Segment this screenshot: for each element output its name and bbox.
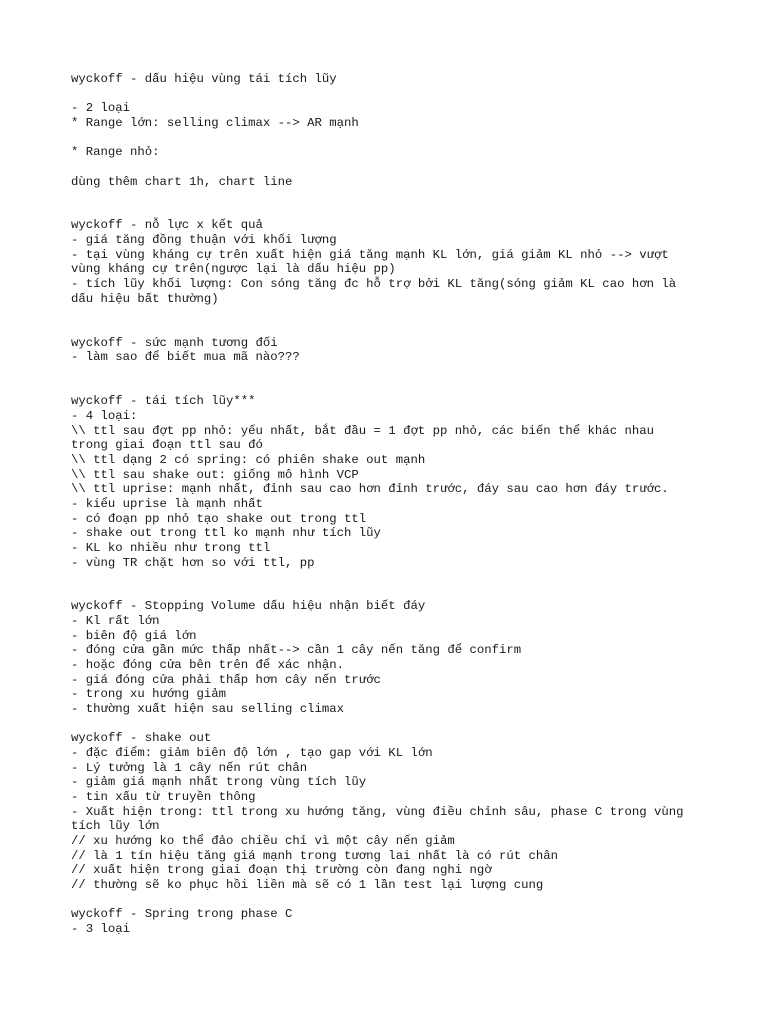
text-line: - vùng TR chặt hơn so với ttl, pp (71, 555, 315, 570)
text-line: - giá tăng đồng thuận với khối lượng (71, 233, 337, 248)
text-line: // xu hướng ko thể đảo chiều chỉ vì một cây nến giảm (71, 833, 455, 848)
section-heading: wyckoff - dấu hiệu vùng tái tích lũy (71, 72, 337, 86)
text-line: * Range lớn: selling climax --> AR mạnh (71, 115, 359, 130)
text-line: \\ ttl uprise: mạnh nhất, đỉnh sau cao hơn đỉnh trước, đáy sau cao hơn đáy trước. (71, 482, 669, 497)
text-line: - 4 loại: (71, 408, 138, 423)
text-line: - tin xấu từ truyền thông (71, 789, 256, 804)
text-line: // thường sẽ ko phục hồi liền mà sẽ có 1 lần test lại lượng cung (71, 877, 544, 892)
blank-line (71, 893, 711, 908)
text-line: - KL ko nhiều như trong ttl (71, 540, 271, 555)
document-page (71, 72, 711, 937)
text-line: - tại vùng kháng cự trên xuất hiện giá tăng mạnh KL lớn, giá giảm KL nhỏ --> vượt (71, 247, 669, 262)
text-line: - Xuất hiện trong: ttl trong xu hướng tăng, vùng điều chỉnh sâu, phase C trong vùng (71, 804, 684, 819)
text-line: - trong xu hướng giảm (71, 687, 226, 702)
text-line: - biên độ giá lớn (71, 628, 197, 643)
blank-line (71, 87, 711, 102)
blank-line (71, 570, 711, 585)
blank-line (71, 204, 711, 219)
text-line: - 2 loại (71, 101, 131, 116)
text-line: - 3 loại (71, 921, 131, 936)
text-line: vùng kháng cự trên(ngược lại là dấu hiệu pp) (71, 262, 396, 277)
blank-line (71, 160, 711, 175)
text-line: - shake out trong ttl ko mạnh như tích lũy (71, 526, 381, 541)
section-heading: wyckoff - Stopping Volume dấu hiệu nhận biết đáy (71, 599, 426, 614)
section-heading: wyckoff - Spring trong phase C (71, 907, 293, 922)
text-line: // là 1 tín hiệu tăng giá mạnh trong tương lai nhất là có rút chân (71, 848, 559, 863)
text-line: \\ ttl sau shake out: giống mô hình VCP (71, 467, 359, 482)
blank-line (71, 306, 711, 321)
text-line: - làm sao để biết mua mã nào??? (71, 350, 300, 365)
section-heading: wyckoff - nỗ lực x kết quả (71, 218, 263, 233)
text-line: - giảm giá mạnh nhất trong vùng tích lũy (71, 775, 367, 790)
text-line: - thường xuất hiện sau selling climax (71, 702, 345, 717)
text-line: - giá đóng cửa phải thấp hơn cây nến trước (71, 672, 381, 687)
blank-line (71, 585, 711, 600)
text-line: dùng thêm chart 1h, chart line (71, 174, 293, 189)
text-line: // xuất hiện trong giai đoạn thị trường còn đang nghi ngờ (71, 863, 492, 878)
text-line: - đóng cửa gần mức thấp nhất--> cần 1 cây nến tăng để confirm (71, 643, 522, 658)
text-line: tích lũy lớn (71, 819, 160, 834)
text-line: * Range nhỏ: (71, 145, 160, 160)
text-line: - Lý tưởng là 1 cây nến rút chân (71, 760, 308, 775)
blank-line (71, 380, 711, 395)
text-line: - Kl rất lớn (71, 614, 160, 629)
text-line: - hoặc đóng cửa bên trên để xác nhận. (71, 658, 345, 673)
text-line: - có đoạn pp nhỏ tạo shake out trong ttl (71, 511, 367, 526)
section-heading: wyckoff - sức mạnh tương đối (71, 335, 278, 350)
text-line: - kiểu uprise là mạnh nhất (71, 496, 263, 511)
section-heading: wyckoff - tái tích lũy*** (71, 394, 256, 409)
text-line: \\ ttl dạng 2 có spring: có phiên shake out mạnh (71, 452, 426, 467)
text-line: dấu hiệu bất thường) (71, 291, 219, 306)
blank-line (71, 131, 711, 146)
blank-line (71, 717, 711, 732)
text-line: \\ ttl sau đợt pp nhỏ: yếu nhất, bắt đầu = 1 đợt pp nhỏ, các biến thể khác nhau (71, 423, 654, 438)
blank-line (71, 189, 711, 204)
blank-line (71, 365, 711, 380)
blank-line (71, 321, 711, 336)
text-line: - tích lũy khối lượng: Con sóng tăng đc hỗ trợ bởi KL tăng(sóng giảm KL cao hơn là (71, 277, 677, 292)
section-heading: wyckoff - shake out (71, 731, 212, 746)
text-line: trong giai đoạn ttl sau đó (71, 438, 263, 453)
text-line: - đặc điểm: giảm biên độ lớn , tạo gap với KL lớn (71, 746, 433, 760)
